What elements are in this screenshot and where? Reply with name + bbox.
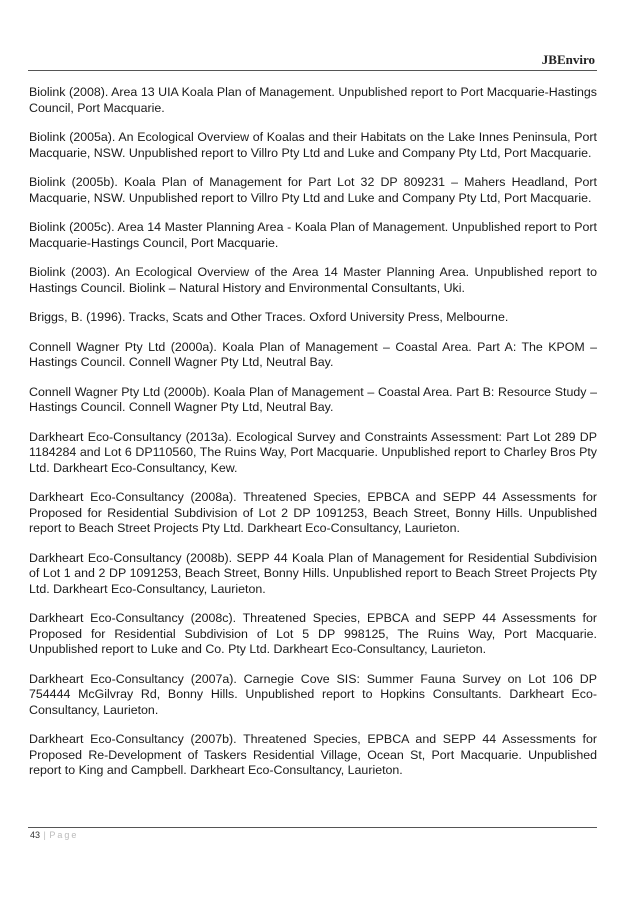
- reference-entry: Darkheart Eco-Consultancy (2008c). Threatened Species, EPBCA and SEPP 44 Assessments for Proposed for Residential Subdivision of Lot 5 DP 998125, The Ruins Way, Port Macquarie. Unpublished report to Luke and Co. Pty Ltd. Darkheart Eco-Consultancy, Laurieton.: [29, 611, 597, 656]
- reference-entry: Biolink (2005a). An Ecological Overview of Koalas and their Habitats on the Lake Innes Peninsula, Port Macquarie, NSW. Unpublished report to Villro Pty Ltd and Luke and Company Pty Ltd, Port Macquarie.: [29, 130, 597, 160]
- reference-entry: Biolink (2005c). Area 14 Master Planning Area - Koala Plan of Management. Unpublished report to Port Macquarie-Hastings Council, Port Macquarie.: [29, 220, 597, 250]
- header-brand: JBEnviro: [541, 52, 595, 67]
- reference-entry: Darkheart Eco-Consultancy (2008a). Threatened Species, EPBCA and SEPP 44 Assessments for Proposed for Residential Subdivision of Lot 2 DP 1091253, Beach Street, Bonny Hills. Unpublished report to Beach Street Projects Pty Ltd. Darkheart Eco-Consultancy, Laurieton.: [29, 490, 597, 535]
- page-footer: [30, 830, 78, 840]
- reference-entry: Darkheart Eco-Consultancy (2008b). SEPP 44 Koala Plan of Management for Residential Subdivision of Lot 1 and 2 DP 1091253, Beach Street, Bonny Hills. Unpublished report to Beach Street Projects Pty Ltd. Darkheart Eco-Consultancy, Laurieton.: [29, 550, 597, 596]
- reference-entry: Connell Wagner Pty Ltd (2000a). Koala Plan of Management – Coastal Area. Part A: The KPOM – Hastings Council. Connell Wagner Pty Ltd, Neutral Bay.: [29, 339, 597, 369]
- reference-entry: Biolink (2008). Area 13 UIA Koala Plan of Management. Unpublished report to Port Macquarie-Hastings Council, Port Macquarie.: [29, 85, 597, 115]
- reference-list: [29, 85, 597, 793]
- footer-separator: |: [43, 830, 46, 840]
- reference-entry: Biolink (2005b). Koala Plan of Management for Part Lot 32 DP 809231 – Mahers Headland, Port Macquarie, NSW. Unpublished report to Villro Pty Ltd and Luke and Company Pty Ltd, Port Macquarie.: [29, 175, 597, 205]
- page-label: Page: [49, 830, 79, 840]
- reference-entry: Briggs, B. (1996). Tracks, Scats and Other Traces. Oxford University Press, Melbourne.: [29, 310, 509, 324]
- reference-entry: Darkheart Eco-Consultancy (2013a). Ecological Survey and Constraints Assessment: Part Lot 289 DP 1184284 and Lot 6 DP110560, The Ruins Way, Port Macquarie. Unpublished report to Charley Bros Pty Ltd. Darkheart Eco-Consultancy, Kew.: [29, 429, 597, 475]
- header-divider: [28, 70, 597, 71]
- reference-entry: Biolink (2003). An Ecological Overview of the Area 14 Master Planning Area. Unpublished report to Hastings Council. Biolink – Natural History and Environmental Consultants, Uki.: [29, 265, 597, 295]
- page-number: 43: [30, 830, 41, 840]
- reference-entry: Darkheart Eco-Consultancy (2007a). Carnegie Cove SIS: Summer Fauna Survey on Lot 106 DP 754444 McGilvray Rd, Bonny Hills. Unpublished report to Hopkins Consultants. Darkheart Eco-Consultancy, Laurieton.: [29, 671, 597, 717]
- footer-divider: [28, 827, 597, 828]
- reference-entry: Connell Wagner Pty Ltd (2000b). Koala Plan of Management – Coastal Area. Part B: Resource Study – Hastings Council. Connell Wagner Pty Ltd, Neutral Bay.: [29, 384, 597, 414]
- reference-entry: Darkheart Eco-Consultancy (2007b). Threatened Species, EPBCA and SEPP 44 Assessments for Proposed Re-Development of Taskers Residential Village, Ocean St, Port Macquarie. Unpublished report to King and Campbell. Darkheart Eco-Consultancy, Laurieton.: [29, 732, 597, 777]
